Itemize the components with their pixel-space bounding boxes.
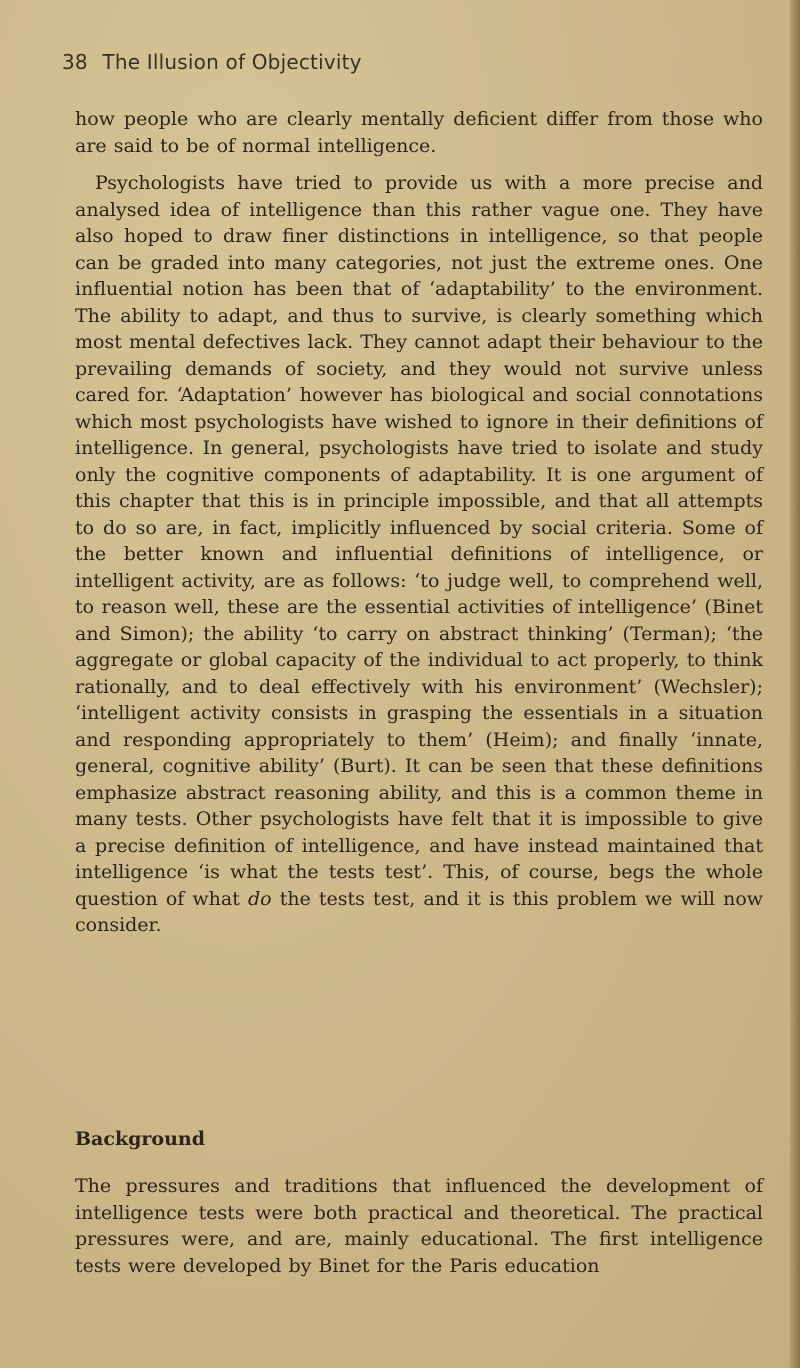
paragraph-background: The pressures and traditions that influenced the development of intelligence tests were both practical and theoretical. The practical pressures were, and are, mainly educational. The first intelligence tests were developed by Binet for the Paris education	[75, 1175, 763, 1277]
paragraph-text: Psychologists have tried to provide us with a more precise and analysed idea of intelligence than this rather vague one. They have also hoped to draw finer distinctions in intelligence, so that people can be graded into many categories, not just the extreme ones. One influential notion has been that of ‘adaptability’ to the environment. The ability to adapt, and thus to survive, is clearly something which most mental defectives lack. They cannot adapt their behaviour to the prevailing demands of society, and they would not survive unless cared for. ‘Adaptation’ however has biological and social connotations which most psychologists have wished to ignore in their definitions of intelligence. In general, psychologists have tried to isolate and study only the cognitive components of adaptability. It is one argument of this chapter that this is in principle impossible, and that all attempts to do so are, in fact, implicitly influenced by social criteria. Some of the better known and influential definitions of intelligence, or intelligent activity, are as follows: ‘to judge well, to comprehend well, to reason well, these are the essential activities of intelligence’ (Binet and Simon); the ability ‘to carry on abstract thinking’ (Terman); ‘the aggregate or global capacity of the individual to act properly, to think rationally, and to deal effectively with his environment’ (Wechsler); ‘intelligent activity consists in grasping the essentials in a situation and responding appropriately to them’ (Heim); and finally ‘innate, general, cognitive ability’ (Burt). It can be seen that these definitions emphasize abstract reasoning ability, and this is a common theme in many tests. Other psychologists have felt that it is impossible to give a precise definition of intelligence, and have instead maintained that intelligence ‘is what the tests test’. This, of course, begs the whole question of what	[75, 172, 763, 910]
paragraph-intelligence-definitions	[75, 170, 763, 939]
paragraph-text-end: the tests test, and it is this problem we will now consider.	[75, 887, 764, 936]
running-title: The Illusion of Objectivity	[102, 50, 362, 74]
page-number: 38	[62, 50, 88, 74]
page-edge	[790, 0, 800, 1368]
running-header	[62, 50, 362, 74]
section-heading: Background	[75, 1128, 205, 1150]
emphasis-text: do	[247, 887, 272, 910]
paragraph-continuation: how people who are clearly mentally deficient differ from those who are said to be of normal intelligence.	[75, 108, 763, 157]
